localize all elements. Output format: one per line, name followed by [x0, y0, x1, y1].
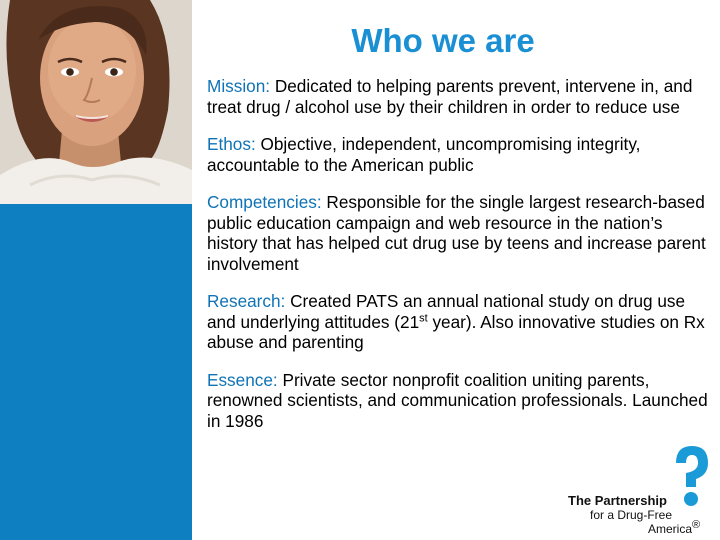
research-superscript: st: [419, 311, 428, 324]
registered-mark: ®: [692, 519, 701, 531]
competencies-label: Competencies:: [207, 192, 322, 212]
question-mark-icon: [672, 443, 712, 509]
competencies-text: Responsible for the single largest research-based public education campaign and web resource in the nation’s history that has helped cut drug use by teens and increase parent involvement: [207, 192, 706, 274]
mission-text: Dedicated to helping parents prevent, intervene in, and treat drug / alcohol use by their children in order to reduce use: [207, 76, 693, 117]
portrait-illustration: [0, 0, 192, 204]
logo-line-3: [648, 519, 701, 536]
logo-line-2: for a Drug-Free: [590, 508, 673, 522]
research-label: Research:: [207, 291, 286, 311]
research-paragraph: [207, 291, 717, 353]
essence-label: Essence:: [207, 369, 278, 390]
partnership-logo: [568, 443, 713, 538]
ethos-text: Objective, independent, uncompromising integrity, accountable to the American public: [207, 134, 641, 175]
mission-paragraph: [207, 76, 717, 117]
research-text-after: year). Also innovative studies on Rx abuse and parenting: [207, 311, 705, 352]
mission-label: Mission:: [207, 76, 271, 96]
portrait-photo: [0, 0, 192, 204]
ethos-paragraph: [207, 134, 717, 175]
ethos-label: Ethos:: [207, 134, 256, 154]
essence-paragraph: [207, 370, 717, 432]
content-list: [207, 76, 717, 448]
logo-line-1: The Partnership: [568, 493, 667, 508]
essence-text: Private sector nonprofit coalition uniting parents, renowned scientists, and communication professionals. Launched in 1986: [207, 369, 708, 431]
competencies-paragraph: [207, 192, 717, 274]
logo-line-3-text: America: [648, 522, 693, 536]
research-text-before: Created PATS an annual national study on drug use and underlying attitudes (21: [207, 291, 686, 332]
slide-title: Who we are: [351, 22, 535, 59]
